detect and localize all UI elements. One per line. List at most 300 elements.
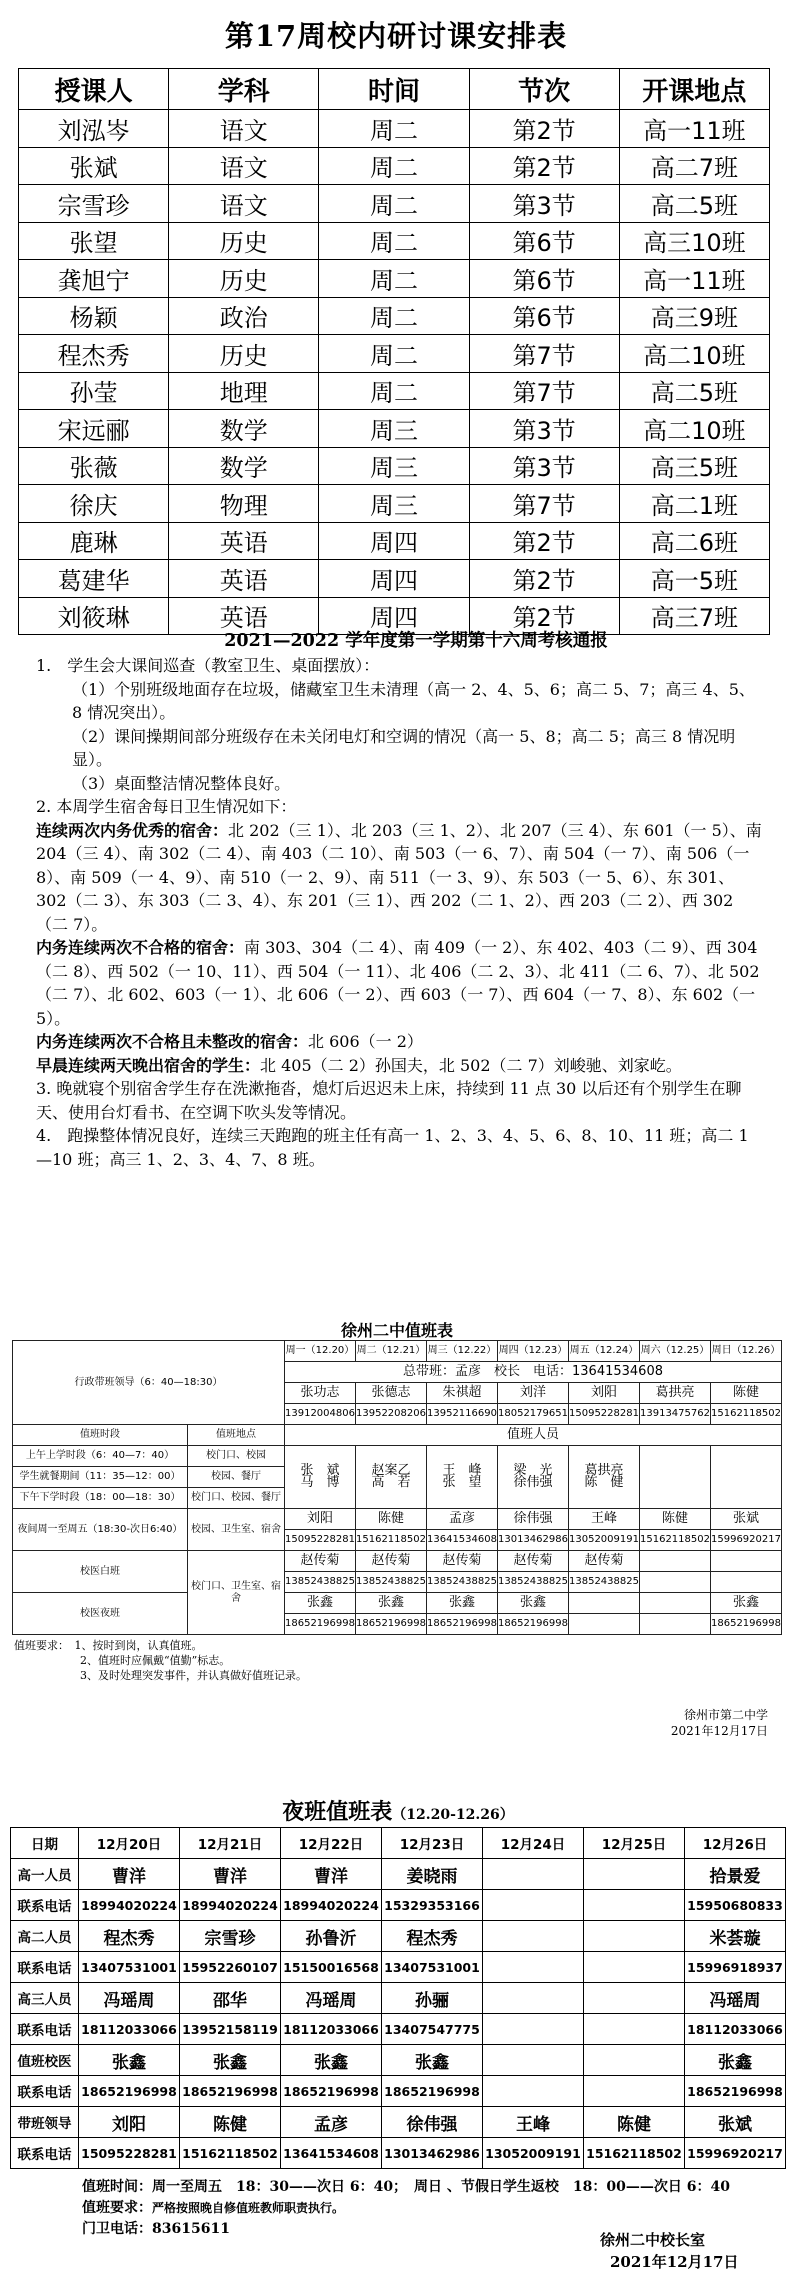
night-name: 徐伟强: [382, 2107, 483, 2138]
table-cell: 高二10班: [619, 335, 769, 373]
duty-night-name: 张斌: [711, 1509, 782, 1530]
norectify-text: 北 606（一 2）: [308, 1032, 423, 1051]
table-row: [19, 335, 770, 373]
night-phone: [584, 1952, 685, 1983]
night-name: 拾景爱: [685, 1859, 786, 1890]
night-phone: 18112033066: [685, 2014, 786, 2045]
table-row: [19, 410, 770, 448]
night-name: [584, 1983, 685, 2014]
night-date: 12月25日: [584, 1828, 685, 1859]
duty-leader-name: 朱祺超: [427, 1383, 498, 1404]
duty-doctor-phone: 13852438825: [498, 1572, 569, 1593]
night-phone: 15329353166: [382, 1890, 483, 1921]
duty-period: 下午下学时段（18：00—18：30）: [13, 1488, 188, 1509]
duty-night-name: 孟彦: [427, 1509, 498, 1530]
schedule-header-cell: 学科: [169, 69, 319, 110]
night-name: 张鑫: [685, 2045, 786, 2076]
night-row-label: 带班领导: [11, 2107, 79, 2138]
table-cell: 第6节: [469, 222, 619, 260]
duty-night-phone: 15162118502: [356, 1530, 427, 1551]
table-cell: 第7节: [469, 372, 619, 410]
table-cell: 孙莹: [19, 372, 169, 410]
night-row-label: 高三人员: [11, 1983, 79, 2014]
duty-staff-names: [640, 1446, 711, 1509]
night-date: 12月20日: [79, 1828, 180, 1859]
duty-night-location: 校园、卫生室、宿舍: [188, 1509, 285, 1551]
duty-notes: [14, 1638, 307, 1683]
night-name: 孙鲁沂: [281, 1921, 382, 1952]
night-name: 程杰秀: [79, 1921, 180, 1952]
night-date: 12月21日: [180, 1828, 281, 1859]
duty-period-location: 校园、餐厅: [188, 1467, 285, 1488]
schedule-header-cell: 开课地点: [619, 69, 769, 110]
report-item-1-1: （1）个别班级地面存在垃圾，储藏室卫生未清理（高一 2、4、5、6；高二 5、7；高三 4、5、8 情况突出）。: [72, 679, 755, 722]
duty-night-phone: 15996920217: [711, 1530, 782, 1551]
table-cell: 龚旭宁: [19, 260, 169, 298]
schedule-header-cell: 节次: [469, 69, 619, 110]
table-cell: 英语: [169, 522, 319, 560]
night-row-label: 高二人员: [11, 1921, 79, 1952]
night-phone: 18994020224: [180, 1890, 281, 1921]
night-row-label: 联系电话: [11, 2014, 79, 2045]
table-cell: 第3节: [469, 447, 619, 485]
night-name: 孟彦: [281, 2107, 382, 2138]
night-name: 陈健: [584, 2107, 685, 2138]
night-phone: [483, 1890, 584, 1921]
duty-day-header: 周三（12.22）: [427, 1341, 498, 1362]
duty-doctor-name: 张鑫: [711, 1593, 782, 1614]
duty-leader-name: 葛拱亮: [640, 1383, 711, 1404]
table-cell: 周二: [319, 185, 469, 223]
table-row: [19, 147, 770, 185]
table-cell: 宋远郦: [19, 410, 169, 448]
schedule-header-cell: 时间: [319, 69, 469, 110]
duty-row: [13, 1509, 782, 1530]
duty-doctor-phone: 13852438825: [356, 1572, 427, 1593]
duty-doctor-phone: [711, 1572, 782, 1593]
night-phone: 13641534608: [281, 2138, 382, 2169]
night-phone: 15150016568: [281, 1952, 382, 1983]
schedule-table: [18, 68, 770, 635]
night-date: 12月22日: [281, 1828, 382, 1859]
duty-doctor-name: 张鑫: [498, 1593, 569, 1614]
night-name: 张鑫: [382, 2045, 483, 2076]
night-title-range: （12.20-12.26）: [392, 1807, 514, 1823]
night-name: 张鑫: [79, 2045, 180, 2076]
duty-staff-names: 张 斌 马 博: [285, 1446, 356, 1509]
table-row: [19, 185, 770, 223]
report-fail: [0, 936, 792, 1030]
duty-doctor-day-label: 校医白班: [13, 1551, 188, 1593]
duty-row: [13, 1341, 782, 1362]
night-name: 曹洋: [281, 1859, 382, 1890]
table-cell: 数学: [169, 447, 319, 485]
excellent-label: 连续两次内务优秀的宿舍：: [36, 820, 229, 840]
night-row: [11, 1859, 786, 1890]
schedule-section: [0, 0, 792, 633]
duty-staff-names: 梁 光 徐伟强: [498, 1446, 569, 1509]
duty-night-phone: 13013462986: [498, 1530, 569, 1551]
night-phone: 18994020224: [281, 1890, 382, 1921]
night-phone: [483, 2076, 584, 2107]
report-section: [0, 628, 792, 1258]
duty-doctor-phone: 18652196998: [356, 1614, 427, 1635]
report-item-1-2: （2）课间操期间部分班级存在未关闭电灯和空调的情况（高一 5、8；高二 5；高三 8 情况明显）。: [72, 726, 736, 769]
table-cell: 周二: [319, 260, 469, 298]
night-row: [11, 2014, 786, 2045]
report-item-3: 3. 晚就寝个别宿舍学生存在洗漱拖沓，熄灯后迟迟未上床，持续到 11 点 30 以后还有个别学生在聊天、使用台灯看书、在空调下吹头发等情况。: [36, 1079, 742, 1122]
duty-period: 上午上学时段（6：40—7：40）: [13, 1446, 188, 1467]
table-cell: 宗雪珍: [19, 185, 169, 223]
table-row: [19, 372, 770, 410]
table-cell: 高一5班: [619, 560, 769, 598]
night-phone: 18652196998: [79, 2076, 180, 2107]
table-cell: 第2节: [469, 597, 619, 635]
duty-staff-names: 王 峰 张 望: [427, 1446, 498, 1509]
table-cell: 周二: [319, 110, 469, 148]
duty-doctor-phone: 18652196998: [711, 1614, 782, 1635]
night-name: [483, 1859, 584, 1890]
table-cell: 第3节: [469, 185, 619, 223]
duty-doctor-name: [640, 1593, 711, 1614]
duty-doctor-name: 赵传菊: [285, 1551, 356, 1572]
duty-doctor-name: 张鑫: [356, 1593, 427, 1614]
duty-leader-name: 张功志: [285, 1383, 356, 1404]
table-cell: 第3节: [469, 410, 619, 448]
late-label: 早晨连续两天晚出宿舍的学生：: [36, 1055, 261, 1075]
duty-day-header: 周二（12.21）: [356, 1341, 427, 1362]
table-cell: 高二7班: [619, 147, 769, 185]
duty-doctor-name: 赵传菊: [569, 1551, 640, 1572]
table-cell: 第2节: [469, 522, 619, 560]
duty-leader-phone: 13952208206: [356, 1404, 427, 1425]
table-cell: 张薇: [19, 447, 169, 485]
duty-staff-names: 葛拱亮 陈 健: [569, 1446, 640, 1509]
night-phone: 18652196998: [281, 2076, 382, 2107]
table-cell: 周三: [319, 410, 469, 448]
table-cell: 周四: [319, 560, 469, 598]
duty-day-header: 周四（12.23）: [498, 1341, 569, 1362]
night-phone: 15950680833: [685, 1890, 786, 1921]
duty-leader-phone: 13913475762: [640, 1404, 711, 1425]
table-cell: 第6节: [469, 260, 619, 298]
night-name: 曹洋: [180, 1859, 281, 1890]
night-row: [11, 1921, 786, 1952]
duty-period: 学生就餐期间（11：35—12：00）: [13, 1467, 188, 1488]
duty-row: [13, 1551, 782, 1572]
duty-night-phone: 15162118502: [640, 1530, 711, 1551]
duty-doctor-phone: 13852438825: [569, 1572, 640, 1593]
table-cell: 语文: [169, 110, 319, 148]
table-cell: 第2节: [469, 110, 619, 148]
duty-doctor-phone: 18652196998: [498, 1614, 569, 1635]
night-phone: 15996920217: [685, 2138, 786, 2169]
night-name: 姜晓雨: [382, 1859, 483, 1890]
night-name: 刘阳: [79, 2107, 180, 2138]
duty-row: [13, 1593, 782, 1614]
schedule-header-row: [19, 69, 770, 110]
table-cell: 周二: [319, 147, 469, 185]
night-phone: 15162118502: [584, 2138, 685, 2169]
night-row-label: 联系电话: [11, 1890, 79, 1921]
table-cell: 葛建华: [19, 560, 169, 598]
night-phone: 15095228281: [79, 2138, 180, 2169]
duty-doctor-name: [640, 1551, 711, 1572]
table-row: [19, 260, 770, 298]
night-phone: 13952158119: [180, 2014, 281, 2045]
duty-leader-name: 张德志: [356, 1383, 427, 1404]
night-name: 孙骊: [382, 1983, 483, 2014]
duty-doctor-name: 赵传菊: [356, 1551, 427, 1572]
table-cell: 张斌: [19, 147, 169, 185]
table-cell: 周二: [319, 222, 469, 260]
duty-night-label: 夜间周一至周五（18:30-次日6:40）: [13, 1509, 188, 1551]
night-row-label: 联系电话: [11, 1952, 79, 1983]
night-phone: 13407531001: [79, 1952, 180, 1983]
duty-staff-names: [711, 1446, 782, 1509]
duty-doctor-phone: [569, 1614, 640, 1635]
duty-doctor-phone: [640, 1572, 711, 1593]
duty-night-name: 陈健: [640, 1509, 711, 1530]
table-cell: 程杰秀: [19, 335, 169, 373]
night-sign-date: 2021年12月17日: [610, 2253, 739, 2271]
table-cell: 语文: [169, 147, 319, 185]
night-phone: [483, 1952, 584, 1983]
night-name: 宗雪珍: [180, 1921, 281, 1952]
night-name: 程杰秀: [382, 1921, 483, 1952]
table-cell: 第2节: [469, 560, 619, 598]
night-phone: [483, 2014, 584, 2045]
duty-night-name: 王峰: [569, 1509, 640, 1530]
duty-doctor-name: [569, 1593, 640, 1614]
table-cell: 高三7班: [619, 597, 769, 635]
night-time-text: 周一至周五 18：30——次日 6：40； 周日 、节假日学生返校 18：00——次日 6：40: [152, 2179, 730, 2195]
duty-leader-name: 刘洋: [498, 1383, 569, 1404]
excellent-text: 北 202（三 1）、北 203（三 1、2）、北 207（三 4）、东 601（一 5）、南 204（三 4）、南 302（二 4）、南 403（二 10）、南 503（一 6、7）、南 504（一 7）、南 506（一 8）、南 509（一 4、9）、南 510（一 2、9）、南 511（一 3、9）、东 503（一 5、6）、东 301、302（二 3）、东 303（二 3、4）、东 201（三 1）、西 202（二 1、2）、西 203（二 2）、西 302（二 7）。: [36, 820, 762, 934]
duty-leader-phone: 15095228281: [569, 1404, 640, 1425]
duty-night-phone: 13052009191: [569, 1530, 640, 1551]
duty-doctor-name: [711, 1551, 782, 1572]
table-cell: 张望: [19, 222, 169, 260]
night-phone: 13013462986: [382, 2138, 483, 2169]
night-name: 张鑫: [281, 2045, 382, 2076]
night-row-label: 联系电话: [11, 2076, 79, 2107]
night-guard-phone: 83615611: [152, 2221, 230, 2237]
night-title-main: 夜班值班表: [282, 1799, 393, 1825]
duty-day-header: 周一（12.20）: [285, 1341, 356, 1362]
table-cell: 周三: [319, 485, 469, 523]
night-phone: [584, 2076, 685, 2107]
duty-night-phone: 15095228281: [285, 1530, 356, 1551]
duty-leader-name: 陈健: [711, 1383, 782, 1404]
duty-doctor-phone: 13852438825: [427, 1572, 498, 1593]
late-text: 北 405（二 2）孙国夫，北 502（二 7）刘峻驰、刘家屹。: [260, 1055, 682, 1075]
night-phone: 18652196998: [180, 2076, 281, 2107]
table-cell: 周四: [319, 597, 469, 635]
table-cell: 徐庆: [19, 485, 169, 523]
night-phone: 13407531001: [382, 1952, 483, 1983]
night-req-label: 值班要求：: [82, 2200, 152, 2216]
table-cell: 高一11班: [619, 110, 769, 148]
table-cell: 高二1班: [619, 485, 769, 523]
duty-staff-names: 赵案乙 高 若: [356, 1446, 427, 1509]
duty-period-location: 校门口、校园、餐厅: [188, 1488, 285, 1509]
duty-title: 徐州二中值班表: [340, 1321, 453, 1340]
table-cell: 数学: [169, 410, 319, 448]
night-phone: 18652196998: [685, 2076, 786, 2107]
table-cell: 刘泓岑: [19, 110, 169, 148]
table-cell: 高一11班: [619, 260, 769, 298]
night-phone: [584, 2014, 685, 2045]
duty-night-name: 徐伟强: [498, 1509, 569, 1530]
table-row: [19, 222, 770, 260]
night-phone: 18652196998: [382, 2076, 483, 2107]
duty-row: [13, 1446, 782, 1467]
duty-night-name: 陈健: [356, 1509, 427, 1530]
night-phone: 18112033066: [281, 2014, 382, 2045]
duty-day-header: 周日（12.26）: [711, 1341, 782, 1362]
duty-staff-label: 值班人员: [285, 1425, 782, 1446]
night-phone: 18994020224: [79, 1890, 180, 1921]
table-row: [19, 110, 770, 148]
night-row: [11, 2107, 786, 2138]
table-cell: 周三: [319, 447, 469, 485]
duty-doctor-phone: 18652196998: [285, 1614, 356, 1635]
report-item-1: 1. 学生会大课间巡查（教室卫生、桌面摆放）：: [36, 656, 380, 675]
night-name: [584, 1859, 685, 1890]
table-cell: 刘筱琳: [19, 597, 169, 635]
table-cell: 第7节: [469, 485, 619, 523]
night-name: 邵华: [180, 1983, 281, 2014]
table-cell: 周四: [319, 522, 469, 560]
duty-note-1: 值班要求： 1、按时到岗，认真值班。: [14, 1639, 203, 1652]
night-date: 12月23日: [382, 1828, 483, 1859]
night-name: [584, 1921, 685, 1952]
night-time-label: 值班时间：: [82, 2179, 152, 2195]
duty-doctor-location: 校门口、卫生室、宿舍: [188, 1551, 285, 1635]
night-name: 冯瑶周: [281, 1983, 382, 2014]
table-cell: 物理: [169, 485, 319, 523]
night-time-line: [82, 2177, 730, 2198]
table-row: [19, 297, 770, 335]
table-cell: 第6节: [469, 297, 619, 335]
night-name: [483, 2045, 584, 2076]
duty-row: [13, 1425, 782, 1446]
table-row: [19, 447, 770, 485]
table-cell: 第2节: [469, 147, 619, 185]
night-phone: 13407547775: [382, 2014, 483, 2045]
duty-night-name: 刘阳: [285, 1509, 356, 1530]
night-name: 王峰: [483, 2107, 584, 2138]
table-cell: 周二: [319, 335, 469, 373]
night-row-label: 高一人员: [11, 1859, 79, 1890]
table-cell: 高二5班: [619, 185, 769, 223]
report-late: [0, 1054, 792, 1078]
night-name: 米荟璇: [685, 1921, 786, 1952]
duty-doctor-name: 赵传菊: [498, 1551, 569, 1572]
schedule-header-cell: 授课人: [19, 69, 169, 110]
duty-period-location: 校门口、校园: [188, 1446, 285, 1467]
duty-doctor-phone: [640, 1614, 711, 1635]
report-item-4: 4. 跑操整体情况良好，连续三天跑跑的班主任有高一 1、2、3、4、5、6、8、10、11 班；高二 1—10 班；高三 1、2、3、4、7、8 班。: [36, 1126, 749, 1169]
duty-doctor-phone: 18652196998: [427, 1614, 498, 1635]
report-item-1-3: （3）桌面整洁情况整体良好。: [72, 773, 291, 793]
duty-period-label: 值班时段: [13, 1425, 188, 1446]
table-cell: 英语: [169, 560, 319, 598]
duty-doctor-name: 赵传菊: [427, 1551, 498, 1572]
table-cell: 高三9班: [619, 297, 769, 335]
night-date: 12月26日: [685, 1828, 786, 1859]
table-cell: 高三5班: [619, 447, 769, 485]
night-row: [11, 1952, 786, 1983]
night-row: [11, 2076, 786, 2107]
night-sign-org: 徐州二中校长室: [600, 2231, 706, 2249]
night-phone: 15996918937: [685, 1952, 786, 1983]
night-phone: 13052009191: [483, 2138, 584, 2169]
report-item-2: 2. 本周学生宿舍每日卫生情况如下：: [36, 797, 297, 816]
duty-doctor-name: 张鑫: [427, 1593, 498, 1614]
table-cell: 高二10班: [619, 410, 769, 448]
duty-location-label: 值班地点: [188, 1425, 285, 1446]
night-name: 陈健: [180, 2107, 281, 2138]
table-cell: 英语: [169, 597, 319, 635]
table-cell: 历史: [169, 222, 319, 260]
night-name: [483, 1983, 584, 2014]
duty-leader-phone: 13912004806: [285, 1404, 356, 1425]
night-name: 冯瑶周: [79, 1983, 180, 2014]
night-guard-label: 门卫电话：: [82, 2221, 152, 2237]
table-row: [19, 560, 770, 598]
table-cell: 第7节: [469, 335, 619, 373]
night-name: 曹洋: [79, 1859, 180, 1890]
table-cell: 语文: [169, 185, 319, 223]
night-phone: 15952260107: [180, 1952, 281, 1983]
duty-section: [12, 1316, 782, 1741]
night-row: [11, 1983, 786, 2014]
night-title: [10, 1795, 786, 1826]
duty-day-header: 周五（12.24）: [569, 1341, 640, 1362]
night-date-label: 日期: [11, 1828, 79, 1859]
duty-day-header: 周六（12.25）: [640, 1341, 711, 1362]
report-norectify: [0, 1030, 792, 1054]
duty-leader-label: 行政带班领导（6：40—18:30）: [13, 1341, 285, 1425]
duty-chief-label: 总带班：孟彦 校长 电话：13641534608: [285, 1362, 782, 1383]
table-row: [19, 522, 770, 560]
table-cell: 历史: [169, 335, 319, 373]
duty-sign-date: 2021年12月17日: [670, 1724, 768, 1738]
report-excellent: [0, 819, 792, 937]
table-row: [19, 485, 770, 523]
night-row-label: 值班校医: [11, 2045, 79, 2076]
table-cell: 周二: [319, 372, 469, 410]
table-cell: 历史: [169, 260, 319, 298]
night-req-text: 严格按照晚自修值班教师职责执行。: [152, 2201, 345, 2215]
night-row: [11, 2138, 786, 2169]
night-req-line: [82, 2198, 730, 2219]
duty-sign-org: 徐州市第二中学: [683, 1708, 768, 1722]
table-cell: 周二: [319, 297, 469, 335]
night-name: [483, 1921, 584, 1952]
duty-doctor-phone: 13852438825: [285, 1572, 356, 1593]
fail-text: 南 303、304（二 4）、南 409（一 2）、东 402、403（二 9）、西 304（二 8）、西 502（一 10、11）、西 504（一 11）、北 406（二 2、3）、北 411（二 6、7）、北 502（二 7）、北 602、603（一 1）、北 606（一 2）、西 603（一 7）、西 604（一 7、8）、东 602（一 5）。: [36, 938, 760, 1028]
norectify-label: 内务连续两次不合格且未整改的宿舍：: [36, 1032, 309, 1051]
night-phone: [584, 1890, 685, 1921]
duty-leader-phone: 18052179651: [498, 1404, 569, 1425]
duty-table: [12, 1340, 782, 1635]
table-cell: 杨颖: [19, 297, 169, 335]
night-section: [10, 1795, 786, 2273]
night-row-label: 联系电话: [11, 2138, 79, 2169]
